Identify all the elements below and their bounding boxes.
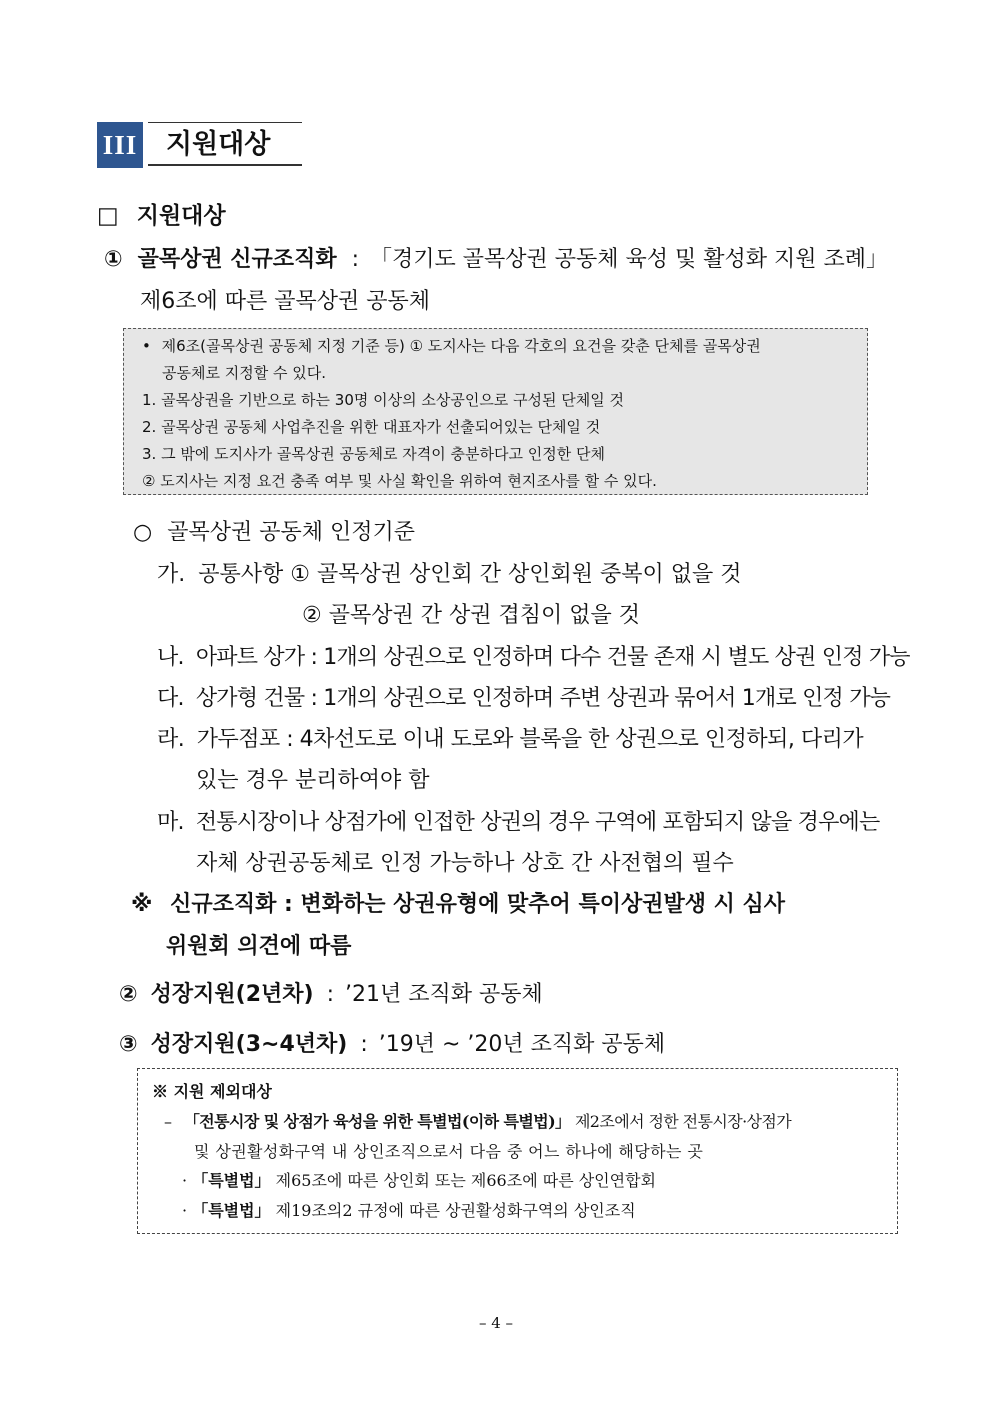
criteria-ma — [157, 805, 879, 836]
section-header — [97, 122, 302, 168]
item-3-title: 성장지원(3~4년차) — [150, 1032, 348, 1057]
criteria-ra-text: 가두점포 : 4차선도로 이내 도로와 블록을 한 상권으로 인정하되, 다리가 — [196, 727, 864, 752]
criteria-ra-label: 라. — [157, 727, 185, 752]
regulation-line-2: 공동체로 지정할 수 있다. — [162, 364, 326, 382]
regulation-line-1: • 제6조(골목상권 공동체 지정 기준 등) ① 도지사는 다음 각호의 요건을 갖춘 단체를 골목상권 — [142, 337, 761, 355]
criteria-ga-text: 공통사항 ① 골목상권 상인회 간 상인회원 중복이 없을 것 — [198, 562, 742, 587]
regulation-line-5: 3. 그 밖에 도지사가 골목상권 공동체로 자격이 충분하다고 인정한 단체 — [142, 445, 605, 463]
section-title: 지원대상 — [148, 122, 302, 166]
criteria-ma-text: 전통시장이나 상점가에 인접한 상권의 경우 구역에 포함되지 않을 경우에는 — [195, 810, 880, 835]
criteria-ma-text-2: 자체 상권공동체로 인정 가능하나 상호 간 사전협의 필수 — [196, 851, 734, 876]
criteria-na — [157, 640, 910, 671]
checkbox-square-icon: □ — [97, 203, 119, 229]
criteria-ga-label: 가. — [157, 562, 186, 587]
criteria-ra — [157, 722, 863, 753]
heading — [97, 197, 226, 230]
exclusion-law: 「전통시장 및 상점가 육성을 위한 특별법(이하 특별법)」 — [183, 1112, 571, 1131]
item-2-number: ② — [119, 982, 138, 1007]
page-number: – 4 – — [478, 1314, 514, 1332]
exclusion-title: ※ 지원 제외대상 — [152, 1082, 272, 1101]
criteria-da-text: 상가형 건물 : 1개의 상권으로 인정하며 주변 상권과 묶어서 1개로 인정 가능 — [195, 686, 891, 711]
exclusion-sub-1 — [182, 1168, 656, 1191]
note-text: 신규조직화 : 변화하는 상권유형에 맞추어 특이상권발생 시 심사 — [170, 892, 786, 917]
heading-title: 지원대상 — [136, 203, 226, 229]
item-2-description: ’21년 조직화 공동체 — [345, 982, 543, 1007]
exclusion-sub-1-text: 제65조에 따른 상인회 또는 제66조에 따른 상인연합회 — [275, 1171, 657, 1190]
dash-icon: – — [164, 1112, 172, 1131]
criteria-heading — [133, 515, 415, 546]
exclusion-sub-2 — [182, 1198, 636, 1221]
exclusion-line-1-rest: 제2조에서 정한 전통시장·상점가 — [574, 1112, 792, 1131]
criteria-title: 골목상권 공동체 인정기준 — [167, 520, 415, 545]
exclusion-box — [137, 1068, 898, 1234]
exclusion-line-2: 및 상권활성화구역 내 상인조직으로서 다음 중 어느 하나에 해당하는 곳 — [194, 1142, 704, 1161]
item-2-title: 성장지원(2년차) — [150, 982, 314, 1007]
regulation-line-3: 1. 골목상권을 기반으로 하는 30명 이상의 소상공인으로 구성된 단체일 것 — [142, 391, 625, 409]
item-2-separator: : — [326, 982, 334, 1007]
regulation-box — [123, 328, 868, 495]
criteria-ra-text-2: 있는 경우 분리하여야 함 — [196, 768, 430, 793]
exclusion-sub-2-law: 「특별법」 — [192, 1201, 271, 1220]
regulation-line-4: 2. 골목상권 공동체 사업추진을 위한 대표자가 선출되어있는 단체일 것 — [142, 418, 601, 436]
note-mark: ※ — [131, 892, 153, 917]
item-3-number: ③ — [119, 1032, 138, 1057]
item-1-number: ① — [104, 247, 123, 272]
item-1-description-2: 제6조에 따른 골목상권 공동체 — [140, 289, 431, 314]
exclusion-line-1 — [164, 1109, 791, 1132]
exclusion-sub-1-law: 「특별법」 — [192, 1171, 271, 1190]
item-1 — [104, 242, 896, 273]
criteria-na-label: 나. — [157, 645, 184, 670]
criteria-da-label: 다. — [157, 686, 184, 711]
dot-icon: · — [182, 1171, 188, 1190]
item-1-title: 골목상권 신규조직화 — [137, 247, 337, 272]
item-3-separator: : — [360, 1032, 368, 1057]
item-1-separator: : — [351, 247, 359, 272]
regulation-line-6: ② 도지사는 지정 요건 충족 여부 및 사실 확인을 위하여 현지조사를 할 수 있다. — [142, 472, 657, 490]
note-text-2: 위원회 의견에 따름 — [166, 934, 352, 959]
criteria-na-text: 아파트 상가 : 1개의 상권으로 인정하며 다수 건물 존재 시 별도 상권 인정 가능 — [195, 645, 910, 670]
exclusion-sub-2-text: 제19조의2 규정에 따른 상권활성화구역의 상인조직 — [275, 1201, 636, 1220]
bullet-icon: • — [142, 337, 151, 355]
item-2 — [119, 977, 543, 1008]
item-3-description: ’19년 ~ ’20년 조직화 공동체 — [378, 1032, 666, 1057]
criteria-ma-label: 마. — [157, 810, 184, 835]
note — [131, 887, 785, 918]
dot-icon: · — [182, 1201, 188, 1220]
criteria-ga-text-2: ② 골목상권 간 상권 겹침이 없을 것 — [302, 603, 640, 628]
item-3 — [119, 1027, 665, 1058]
item-1-description: 「경기도 골목상권 공동체 육성 및 활성화 지원 조례」 — [370, 247, 888, 272]
circle-marker-icon: ○ — [133, 520, 153, 545]
criteria-da — [157, 681, 890, 712]
criteria-ga — [157, 557, 741, 588]
section-number: III — [97, 122, 143, 168]
